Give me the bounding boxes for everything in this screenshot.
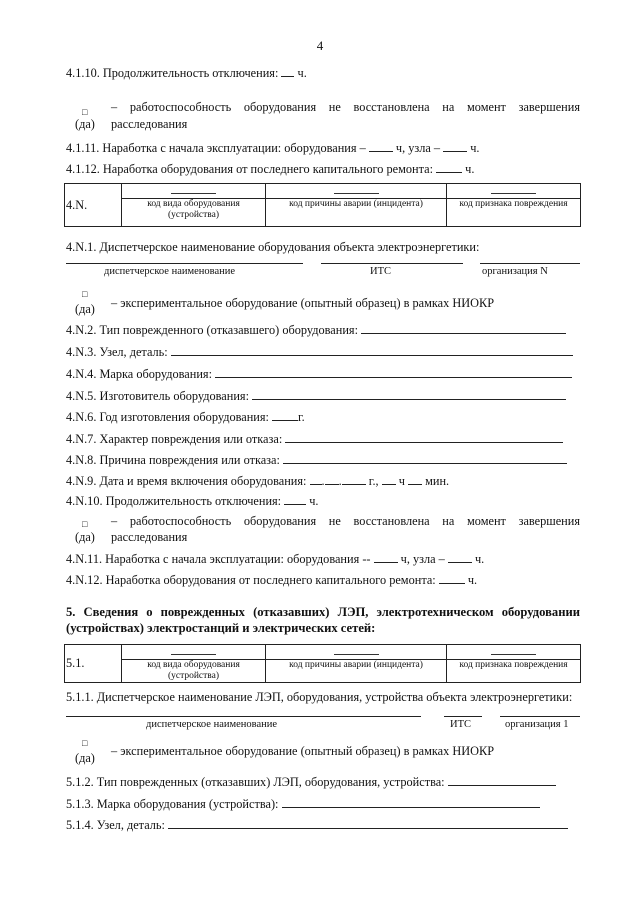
experimental-text-5: – экспериментальное оборудование (опытный образец) в рамках НИОКР — [111, 744, 495, 758]
item-4N6: 4.N.6. Год изготовления оборудования: г. — [66, 410, 305, 424]
its-line-5[interactable] — [444, 716, 482, 717]
manufacturer-field[interactable] — [252, 389, 566, 400]
name-line-5[interactable] — [66, 716, 421, 717]
manufacture-year-field[interactable] — [272, 410, 298, 421]
caption-name-4N: диспетчерское наименование — [104, 266, 236, 277]
caption-org-4N: организация N — [482, 266, 548, 277]
da-label: (да) — [75, 117, 95, 131]
item-5-1-4: 5.1.4. Узел, деталь: — [66, 818, 568, 833]
node-detail-field[interactable] — [171, 345, 573, 356]
year-field[interactable] — [342, 474, 366, 485]
runtime-overhaul-field[interactable] — [436, 162, 462, 173]
damage-cause-field[interactable] — [283, 453, 567, 464]
runtime-node-field[interactable] — [443, 141, 467, 152]
month-field[interactable] — [325, 474, 339, 485]
item-4N10: 4.N.10. Продолжительность отключения: ч. — [66, 494, 319, 508]
name-line-4N[interactable] — [66, 263, 303, 264]
caption-its-4N: ИТС — [370, 266, 391, 277]
cause-code-cell[interactable]: код причины аварии (инцидента) — [266, 184, 447, 227]
day-field[interactable] — [310, 474, 322, 485]
item-4-1-12: 4.1.12. Наработка оборудования от последнего капитального ремонта: ч. — [66, 162, 475, 176]
equipment-brand-field[interactable] — [215, 367, 572, 378]
item-5-1-3: 5.1.3. Марка оборудования (устройства): — [66, 797, 540, 812]
codes-table-5-1 — [64, 644, 581, 683]
org-line-4N[interactable] — [480, 263, 580, 264]
item-4N4: 4.N.4. Марка оборудования: — [66, 367, 572, 382]
codes-table-4N — [64, 183, 581, 227]
checkbox-not-restored-4N[interactable]: □ — [82, 519, 88, 529]
duration-field-4N[interactable] — [284, 494, 306, 505]
table-label-4N: 4.N. — [65, 184, 122, 227]
damage-code-cell-5[interactable]: код признака повреждения — [447, 645, 581, 683]
org-line-5[interactable] — [500, 716, 580, 717]
not-restored-text-4N-cont: расследования — [111, 530, 188, 544]
cause-code-cell-5[interactable]: код причины аварии (инцидента) — [266, 645, 447, 683]
da-label: (да) — [75, 530, 95, 544]
item-4N7: 4.N.7. Характер повреждения или отказа: — [66, 432, 563, 447]
item-4N2: 4.N.2. Тип поврежденного (отказавшего) оборудования: — [66, 323, 566, 338]
experimental-text-4N: – экспериментальное оборудование (опытный образец) в рамках НИОКР — [111, 296, 495, 310]
item-5-1-2: 5.1.2. Тип поврежденных (отказавших) ЛЭП, оборудования, устройства: — [66, 775, 556, 790]
damage-nature-field[interactable] — [285, 432, 563, 443]
equipment-type-field[interactable] — [361, 323, 566, 334]
kind-code-cell[interactable]: код вида оборудования (устройства) — [122, 184, 266, 227]
its-line-4N[interactable] — [321, 263, 463, 264]
item-5-1-1: 5.1.1. Диспетчерское наименование ЛЭП, оборудования, устройства объекта электроэнергетики: — [66, 690, 573, 704]
hour-field[interactable] — [382, 474, 396, 485]
not-restored-text-4N: – работоспособность оборудования не восстановлена на момент завершения — [111, 514, 580, 528]
caption-its-5: ИТС — [450, 719, 471, 730]
minute-field[interactable] — [408, 474, 422, 485]
lep-type-field[interactable] — [448, 775, 556, 786]
not-restored-text-4-1: – работоспособность оборудования не восстановлена на момент завершения — [111, 100, 580, 114]
section-5-heading: 5. Сведения о поврежденных (отказавших) ЛЭП, электротехническом оборудовании (устройствах) электростанций и электрических сетей: — [66, 605, 580, 635]
item-4N9: 4.N.9. Дата и время включения оборудования: . . г., ч мин. — [66, 474, 450, 488]
item-4N8: 4.N.8. Причина повреждения или отказа: — [66, 453, 567, 468]
checkbox-not-restored-4-1[interactable]: □ — [82, 107, 88, 117]
checkbox-experimental-5[interactable]: □ — [82, 738, 88, 748]
checkbox-experimental-4N[interactable]: □ — [82, 289, 88, 299]
duration-field[interactable] — [281, 66, 294, 77]
da-label: (да) — [75, 751, 95, 765]
item-4N3: 4.N.3. Узел, деталь: — [66, 345, 573, 360]
node-detail-field-5[interactable] — [168, 818, 568, 829]
damage-code-cell[interactable]: код признака повреждения — [447, 184, 581, 227]
caption-name-5: диспетчерское наименование — [146, 719, 278, 730]
caption-org-5: организация 1 — [505, 719, 569, 730]
item-4N1: 4.N.1. Диспетчерское наименование оборудования объекта электроэнергетики: — [66, 240, 480, 254]
kind-code-cell-5[interactable]: код вида оборудования (устройства) — [122, 645, 266, 683]
da-label: (да) — [75, 302, 95, 316]
runtime-node-field-4N[interactable] — [448, 552, 472, 563]
item-4N12: 4.N.12. Наработка оборудования от последнего капитального ремонта: ч. — [66, 573, 478, 587]
runtime-overhaul-field-4N[interactable] — [439, 573, 465, 584]
item-4N5: 4.N.5. Изготовитель оборудования: — [66, 389, 566, 404]
item-4-1-11: 4.1.11. Наработка с начала эксплуатации: оборудования – ч, узла – ч. — [66, 141, 480, 155]
not-restored-text-4-1-cont: расследования — [111, 117, 188, 131]
table-label-5-1: 5.1. — [65, 645, 122, 683]
item-4-1-10: 4.1.10. Продолжительность отключения: ч. — [66, 66, 307, 80]
page-number: 4 — [316, 38, 324, 53]
item-4N11: 4.N.11. Наработка с начала эксплуатации: оборудования -- ч, узла – ч. — [66, 552, 485, 566]
runtime-equipment-field[interactable] — [369, 141, 393, 152]
device-brand-field[interactable] — [282, 797, 540, 808]
runtime-equipment-field-4N[interactable] — [374, 552, 398, 563]
